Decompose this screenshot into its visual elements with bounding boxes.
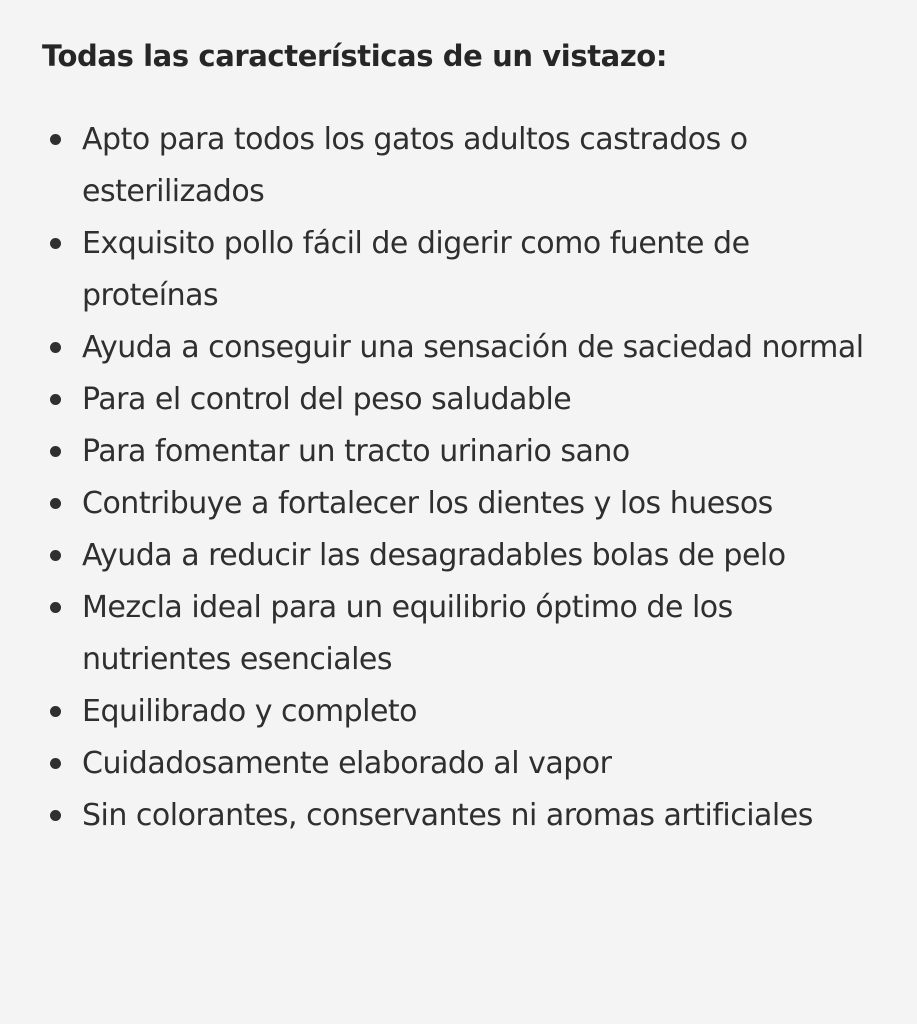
bullet-icon (50, 602, 61, 613)
list-item-text: Cuidadosamente elaborado al vapor (82, 746, 612, 781)
bullet-icon (50, 550, 61, 561)
bullet-icon (50, 446, 61, 457)
bullet-icon (50, 394, 61, 405)
list-item (42, 218, 877, 322)
list-item-text: Ayuda a reducir las desagradables bolas de pelo (82, 538, 786, 573)
list-item (42, 582, 877, 686)
list-item-text: Para fomentar un tracto urinario sano (82, 434, 630, 469)
list-item (42, 790, 877, 842)
list-item-text: Sin colorantes, conservantes ni aromas artificiales (82, 798, 813, 833)
list-item-text: Mezcla ideal para un equilibrio óptimo de los nutrientes esenciales (82, 590, 733, 677)
bullet-icon (50, 134, 61, 145)
list-item-text: Exquisito pollo fácil de digerir como fuente de proteínas (82, 226, 750, 313)
bullet-icon (50, 498, 61, 509)
list-item (42, 478, 877, 530)
list-item-text: Ayuda a conseguir una sensación de saciedad normal (82, 330, 864, 365)
bullet-icon (50, 706, 61, 717)
list-item (42, 426, 877, 478)
section-heading: Todas las características de un vistazo: (42, 39, 668, 73)
bullet-icon (50, 342, 61, 353)
list-item (42, 114, 877, 218)
list-item-text: Contribuye a fortalecer los dientes y los huesos (82, 486, 773, 521)
bullet-icon (50, 758, 61, 769)
list-item (42, 530, 877, 582)
list-item-text: Equilibrado y completo (82, 694, 418, 729)
list-item-text: Apto para todos los gatos adultos castrados o esterilizados (82, 122, 748, 209)
list-item-text: Para el control del peso saludable (82, 382, 572, 417)
bullet-icon (50, 238, 61, 249)
bullet-icon (50, 810, 61, 821)
features-list (42, 114, 877, 842)
list-item (42, 374, 877, 426)
list-item (42, 738, 877, 790)
list-item (42, 322, 877, 374)
list-item (42, 686, 877, 738)
